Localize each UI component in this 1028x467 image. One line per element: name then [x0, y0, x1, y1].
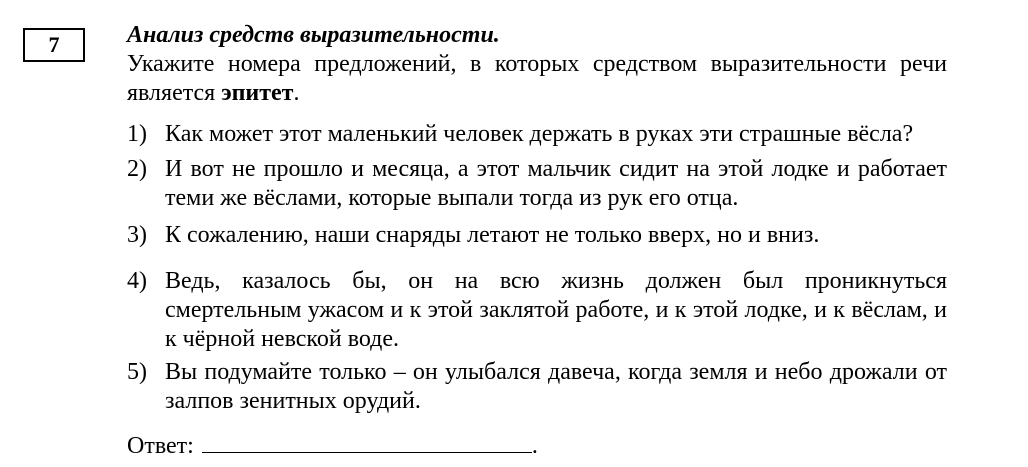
- options-list: [127, 120, 947, 416]
- task-instruction: [127, 50, 947, 108]
- instruction-end: .: [293, 80, 300, 106]
- option-4: [127, 267, 947, 354]
- task-content: [127, 20, 947, 416]
- option-2: [127, 155, 947, 213]
- option-number: 1): [127, 121, 147, 147]
- option-text: Как может этот маленький человек держать в руках эти страшные вёсла?: [165, 121, 914, 147]
- option-number: 3): [127, 222, 147, 248]
- answer-end: .: [531, 433, 538, 459]
- instruction-text: Укажите номера предложений, в которых средством выразительности речи является: [127, 51, 947, 106]
- option-text: К сожалению, наши снаряды летают не только вверх, но и вниз.: [165, 222, 820, 248]
- option-1: [127, 120, 947, 149]
- answer-field[interactable]: [202, 432, 532, 453]
- task-number: 7: [48, 32, 60, 57]
- answer-label: Ответ:: [127, 433, 194, 459]
- task-heading: Анализ средств выразительности.: [127, 22, 500, 48]
- option-number: 4): [127, 268, 147, 294]
- option-text: Ведь, казалось бы, он на всю жизнь должен был проникнуться смертельным ужасом и к этой заклятой работе, и к этой лодке, и к вёслам, и к чёрной невской воде.: [165, 268, 947, 352]
- option-text: Вы подумайте только – он улыбался давеча, когда земля и небо дрожали от залпов зенитных орудий.: [165, 359, 947, 414]
- option-5: [127, 358, 947, 416]
- option-3: [127, 221, 947, 250]
- option-number: 5): [127, 359, 147, 385]
- option-text: И вот не прошло и месяца, а этот мальчик сидит на этой лодке и работает теми же вёслами, которые выпали тогда из рук его отца.: [165, 156, 947, 211]
- task-number-box: [23, 28, 85, 62]
- answer-row: [127, 432, 538, 461]
- option-number: 2): [127, 156, 147, 182]
- instruction-term: эпитет: [221, 80, 294, 106]
